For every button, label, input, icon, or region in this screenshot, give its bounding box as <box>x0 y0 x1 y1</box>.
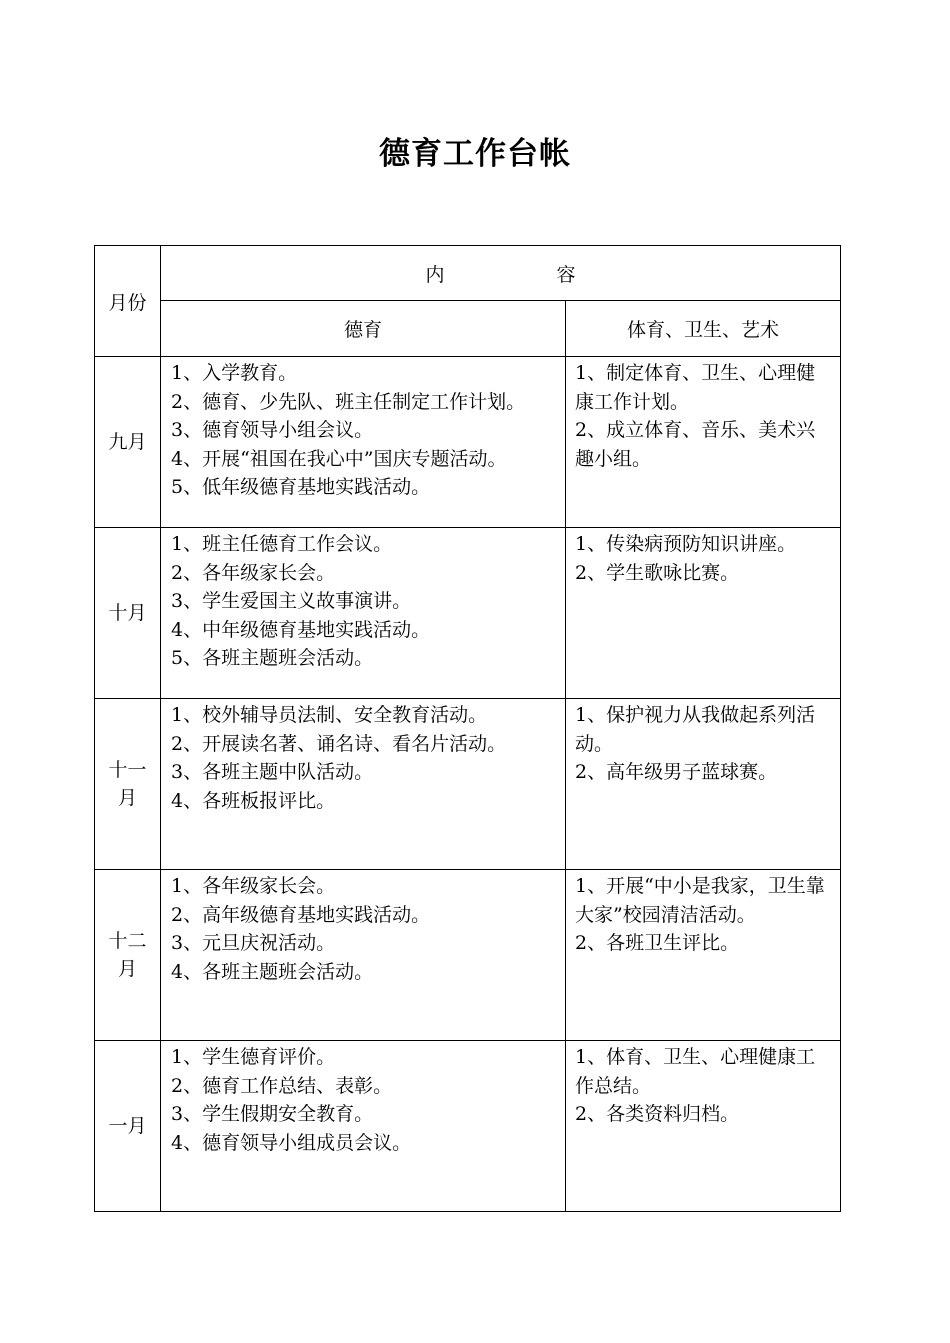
pe-items-cell <box>566 357 841 528</box>
pe-items-cell <box>566 870 841 1041</box>
moral-item: 1、校外辅导员法制、安全教育活动。 <box>171 704 488 726</box>
moral-item: 2、各年级家长会。 <box>171 561 336 584</box>
content-header-right: 容 <box>556 263 576 286</box>
month-row <box>95 1041 841 1212</box>
month-cell <box>95 870 161 1041</box>
moral-item: 1、学生德育评价。 <box>171 1046 336 1068</box>
header-row-sub <box>95 301 841 357</box>
month-label-part: 十二 <box>108 930 147 952</box>
content-header <box>161 246 841 301</box>
moral-item: 3、德育领导小组会议。 <box>171 419 374 442</box>
month-rows <box>95 357 841 1212</box>
moral-item: 5、各班主题班会活动。 <box>171 647 374 670</box>
moral-items-cell <box>161 528 566 699</box>
pe-items-cell <box>566 699 841 870</box>
moral-item: 3、各班主题中队活动。 <box>171 761 374 784</box>
moral-education-ledger-table <box>94 245 841 1212</box>
month-row <box>95 357 841 528</box>
pe-items-cell <box>566 528 841 699</box>
moral-item: 4、各班板报评比。 <box>171 789 336 812</box>
moral-item: 4、开展“祖国在我心中”国庆专题活动。 <box>171 447 507 470</box>
pe-items-cell <box>566 1041 841 1212</box>
content-header-left: 内 <box>425 263 445 286</box>
header-row-top <box>95 246 841 301</box>
month-header: 月份 <box>95 246 161 357</box>
pe-item: 1、保护视力从我做起系列活动。 <box>575 704 816 755</box>
pe-item: 2、各类资料归档。 <box>575 1103 740 1126</box>
moral-items-cell <box>161 1041 566 1212</box>
moral-item: 1、入学教育。 <box>171 362 298 384</box>
month-cell: 十月 <box>95 528 161 699</box>
month-row <box>95 699 841 870</box>
month-row <box>95 528 841 699</box>
pe-item: 2、高年级男子蓝球赛。 <box>575 761 778 784</box>
moral-item: 3、学生假期安全教育。 <box>171 1103 374 1126</box>
moral-item: 2、开展读名著、诵名诗、看名片活动。 <box>171 732 507 755</box>
month-label-part: 月 <box>117 958 137 980</box>
moral-item: 1、班主任德育工作会议。 <box>171 533 393 555</box>
moral-item: 2、德育、少先队、班主任制定工作计划。 <box>171 390 526 413</box>
moral-item: 3、学生爱国主义故事演讲。 <box>171 590 412 613</box>
moral-item: 3、元旦庆祝活动。 <box>171 932 336 955</box>
pe-health-art-header: 体育、卫生、艺术 <box>566 301 841 357</box>
pe-item: 1、传染病预防知识讲座。 <box>575 533 797 555</box>
document-title: 德育工作台帐 <box>379 136 571 172</box>
month-cell <box>95 699 161 870</box>
month-cell: 一月 <box>95 1041 161 1212</box>
moral-item: 2、德育工作总结、表彰。 <box>171 1074 393 1097</box>
pe-item: 1、制定体育、卫生、心理健康工作计划。 <box>575 362 816 413</box>
moral-item: 2、高年级德育基地实践活动。 <box>171 903 431 926</box>
moral-header: 德育 <box>161 301 566 357</box>
month-label-part: 月 <box>117 787 137 809</box>
moral-items-cell <box>161 699 566 870</box>
pe-item: 2、成立体育、音乐、美术兴趣小组。 <box>575 419 816 470</box>
moral-item: 4、各班主题班会活动。 <box>171 960 374 983</box>
month-label-part: 十一 <box>108 759 147 781</box>
moral-item: 5、低年级德育基地实践活动。 <box>171 476 431 499</box>
moral-item: 1、各年级家长会。 <box>171 875 336 897</box>
moral-item: 4、德育领导小组成员会议。 <box>171 1131 412 1154</box>
moral-items-cell <box>161 870 566 1041</box>
pe-item: 1、体育、卫生、心理健康工作总结。 <box>575 1046 816 1097</box>
month-row <box>95 870 841 1041</box>
pe-item: 1、开展“中小是我家，卫生靠大家”校园清洁活动。 <box>575 875 825 926</box>
pe-item: 2、学生歌咏比赛。 <box>575 561 740 584</box>
moral-items-cell <box>161 357 566 528</box>
pe-item: 2、各班卫生评比。 <box>575 932 740 955</box>
month-cell: 九月 <box>95 357 161 528</box>
moral-item: 4、中年级德育基地实践活动。 <box>171 618 431 641</box>
